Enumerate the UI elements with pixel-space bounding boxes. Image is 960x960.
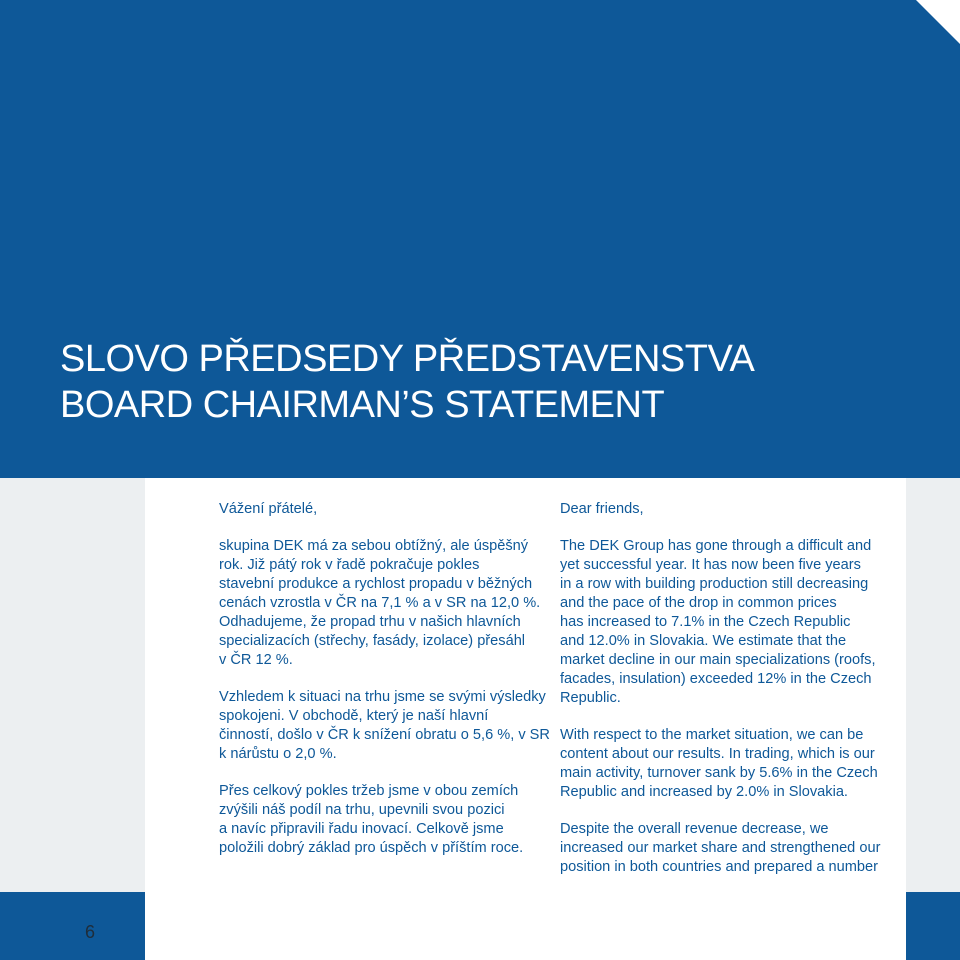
text-line: položili dobrý základ pro úspěch v příštím roce. xyxy=(219,840,524,856)
czech-greeting: Vážení přátelé, xyxy=(219,501,318,517)
text-line: With respect to the market situation, we can be xyxy=(560,727,864,743)
czech-paragraph-3 xyxy=(219,782,549,858)
text-line: k nárůstu o 2,0 %. xyxy=(219,746,337,762)
text-line: and the pace of the drop in common prices xyxy=(560,595,837,611)
text-line: cenách vzrostla v ČR na 7,1 % a v SR na 12,0 %. xyxy=(219,595,541,611)
text-line: specializacích (střechy, fasády, izolace) přesáhl xyxy=(219,633,526,649)
english-paragraph-3 xyxy=(560,820,890,877)
czech-column xyxy=(219,500,549,876)
czech-paragraph-1 xyxy=(219,537,549,670)
corner-notch xyxy=(916,0,960,44)
text-line: zvýšili náš podíl na trhu, upevnili svou pozici xyxy=(219,802,505,818)
title-english: BOARD CHAIRMAN’S STATEMENT xyxy=(60,384,665,426)
text-line: činností, došlo v ČR k snížení obratu o 5,6 %, v SR xyxy=(219,727,550,743)
text-line: Vzhledem k situaci na trhu jsme se svými výsledky xyxy=(219,689,546,705)
english-paragraph-1 xyxy=(560,537,890,708)
text-line: Despite the overall revenue decrease, we xyxy=(560,821,829,837)
text-line: main activity, turnover sank by 5.6% in the Czech xyxy=(560,765,878,781)
text-line: in a row with building production still decreasing xyxy=(560,576,869,592)
text-line: facades, insulation) exceeded 12% in the Czech xyxy=(560,671,872,687)
english-greeting: Dear friends, xyxy=(560,501,644,517)
text-line: content about our results. In trading, which is our xyxy=(560,746,875,762)
english-paragraph-2 xyxy=(560,726,890,802)
text-line: and 12.0% in Slovakia. We estimate that the xyxy=(560,633,847,649)
czech-paragraph-2 xyxy=(219,688,549,764)
text-line: The DEK Group has gone through a difficult and xyxy=(560,538,872,554)
text-line: Republic and increased by 2.0% in Slovakia. xyxy=(560,784,848,800)
text-line: yet successful year. It has now been five years xyxy=(560,557,861,573)
text-line: position in both countries and prepared a number xyxy=(560,859,879,875)
page-number: 6 xyxy=(85,922,96,942)
text-line: Přes celkový pokles tržeb jsme v obou zemích xyxy=(219,783,519,799)
text-line: skupina DEK má za sebou obtížný, ale úspěšný xyxy=(219,538,529,554)
page-title xyxy=(60,336,754,428)
title-czech: SLOVO PŘEDSEDY PŘEDSTAVENSTVA xyxy=(60,338,755,380)
text-line: market decline in our main specializations (roofs, xyxy=(560,652,876,668)
text-line: has increased to 7.1% in the Czech Republic xyxy=(560,614,851,630)
text-line: stavební produkce a rychlost propadu v běžných xyxy=(219,576,533,592)
text-line: v ČR 12 %. xyxy=(219,652,293,668)
text-line: Odhadujeme, že propad trhu v našich hlavních xyxy=(219,614,521,630)
text-line: Republic. xyxy=(560,690,621,706)
text-line: rok. Již pátý rok v řadě pokračuje pokles xyxy=(219,557,480,573)
text-line: spokojeni. V obchodě, který je naší hlavní xyxy=(219,708,489,724)
text-line: a navíc připravili řadu inovací. Celkově jsme xyxy=(219,821,504,837)
english-column xyxy=(560,500,890,895)
text-line: increased our market share and strengthened our xyxy=(560,840,881,856)
